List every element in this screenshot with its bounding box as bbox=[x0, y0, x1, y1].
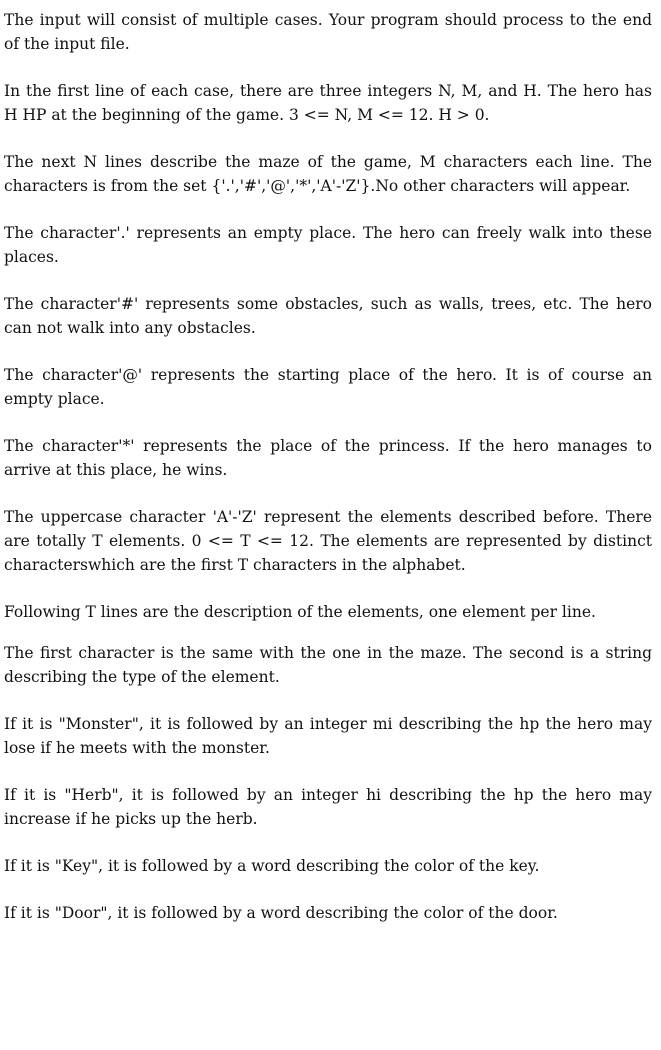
paragraph-herb: If it is "Herb", it is followed by an integer hi describing the hp the hero may increase if he picks up the herb. bbox=[4, 786, 652, 828]
paragraph-first-line: In the first line of each case, there are three integers N, M, and H. The hero has H HP at the beginning of the game. 3 <= N, M <= 12. H > 0. bbox=[4, 82, 652, 124]
paragraph-door: If it is "Door", it is followed by a word describing the color of the door. bbox=[4, 904, 558, 922]
paragraph-element-format: The first character is the same with the one in the maze. The second is a string describing the type of the element. bbox=[4, 644, 652, 686]
problem-input-description bbox=[4, 8, 652, 948]
paragraph-princess: The character'*' represents the place of the princess. If the hero manages to arrive at this place, he wins. bbox=[4, 437, 652, 479]
paragraph-obstacles: The character'#' represents some obstacles, such as walls, trees, etc. The hero can not walk into any obstacles. bbox=[4, 295, 652, 337]
paragraph-maze-lines: The next N lines describe the maze of the game, M characters each line. The characters is from the set {'.','#','@','*','A'-'Z'}.No other characters will appear. bbox=[4, 153, 652, 195]
paragraph-key: If it is "Key", it is followed by a word describing the color of the key. bbox=[4, 857, 540, 875]
paragraph-element-lines: Following T lines are the description of the elements, one element per line. bbox=[4, 603, 596, 621]
paragraph-hero-start: The character'@' represents the starting place of the hero. It is of course an empty place. bbox=[4, 366, 652, 408]
paragraph-monster: If it is "Monster", it is followed by an integer mi describing the hp the hero may lose if he meets with the monster. bbox=[4, 715, 652, 757]
paragraph-elements: The uppercase character 'A'-'Z' represent the elements described before. There are totally T elements. 0 <= T <= 12. The elements are represented by distinct characterswhich are the first T characters in the alphabet. bbox=[4, 508, 652, 574]
paragraph-input-overview: The input will consist of multiple cases. Your program should process to the end of the input file. bbox=[4, 11, 652, 53]
paragraph-empty-place: The character'.' represents an empty place. The hero can freely walk into these places. bbox=[4, 224, 652, 266]
